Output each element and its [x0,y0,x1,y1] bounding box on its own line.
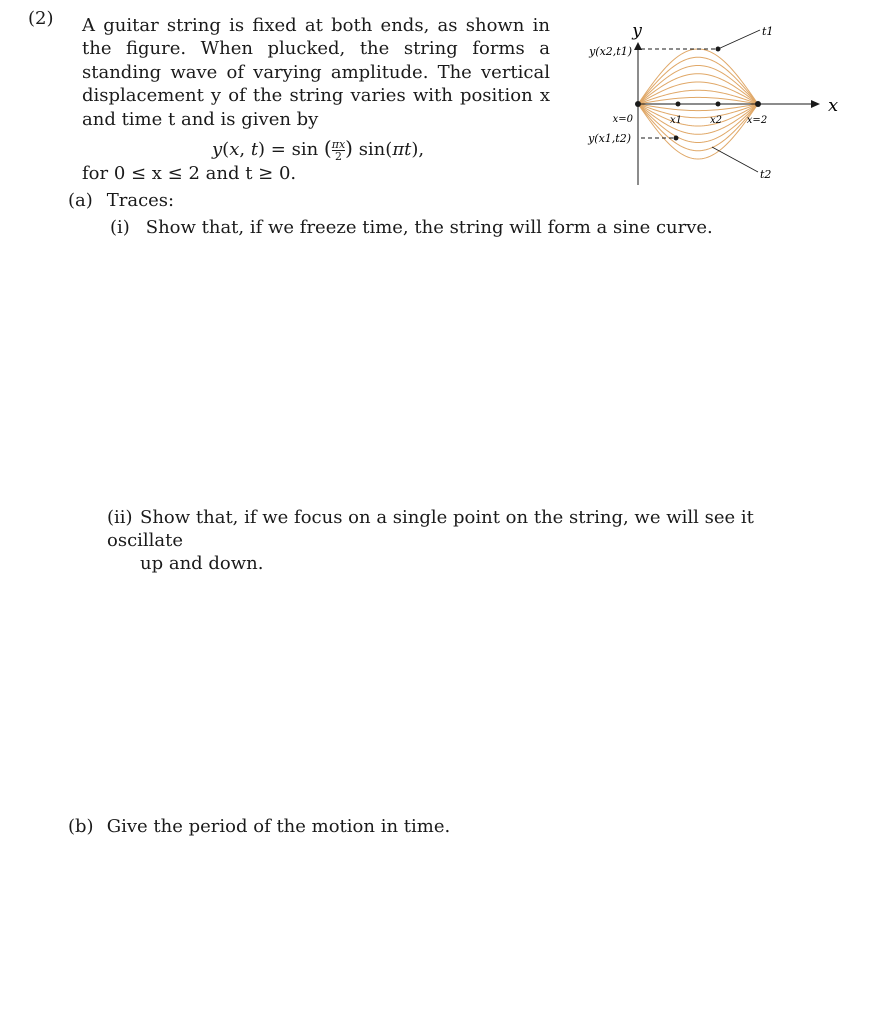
part-a-i-label: (i) [110,217,130,238]
t2-pointer [712,147,758,172]
part-a-text: Traces: [106,190,175,211]
part-a-label: (a) [68,190,93,211]
wave-curve-6 [638,97,758,104]
point-y-x1-t2 [674,136,679,141]
standing-wave-figure [560,12,860,197]
label-x-end: x=2 [746,115,768,126]
y-axis-label: y [632,21,642,41]
part-a-ii-line1: Show that, if we focus on a single point on the string, we will see it oscillate [107,507,754,551]
label-y-x2-t1: y(x2,t1) [589,45,632,58]
point-x-end [755,101,761,107]
problem-intro: A guitar string is fixed at both ends, as shown in the figure. When plucked, the string forms a standing wave of varying amplitude. The vertical displacement y of the string varies with position x and time t and is given by [82,15,550,130]
y-axis-arrow [634,42,642,50]
t2-label: t2 [760,168,772,181]
t1-pointer [718,30,760,49]
part-a-i [110,217,713,238]
problem-number: (2) [28,8,54,29]
part-b-label: (b) [68,816,94,837]
equation: y(x, t) = sin ( $\frac{\pi x}{2}$ ) sin(πt), [212,136,425,163]
part-a [68,190,174,211]
label-x0: x=0 [612,114,633,125]
point-y-x2-t1 [716,47,721,52]
x-axis-label: x [828,95,839,116]
condition-text: for 0 ≤ x ≤ 2 and t ≥ 0. [82,163,297,184]
point-x1 [676,102,681,107]
label-x1: x1 [669,115,683,126]
label-y-x1-t2: y(x1,t2) [588,132,631,145]
part-a-ii-label: (ii) [107,507,133,528]
x-axis-arrow [811,100,820,108]
point-x2 [716,102,721,107]
part-a-ii-line2: up and down. [140,553,264,574]
label-x2: x2 [709,115,723,126]
t1-label: t1 [762,25,774,38]
part-a-i-text: Show that, if we freeze time, the string will form a sine curve. [145,217,713,238]
wave-curve-8 [638,104,758,111]
part-b-text: Give the period of the motion in time. [106,816,451,837]
part-b [68,816,450,837]
part-a-ii [107,506,807,575]
point-x0 [635,101,641,107]
